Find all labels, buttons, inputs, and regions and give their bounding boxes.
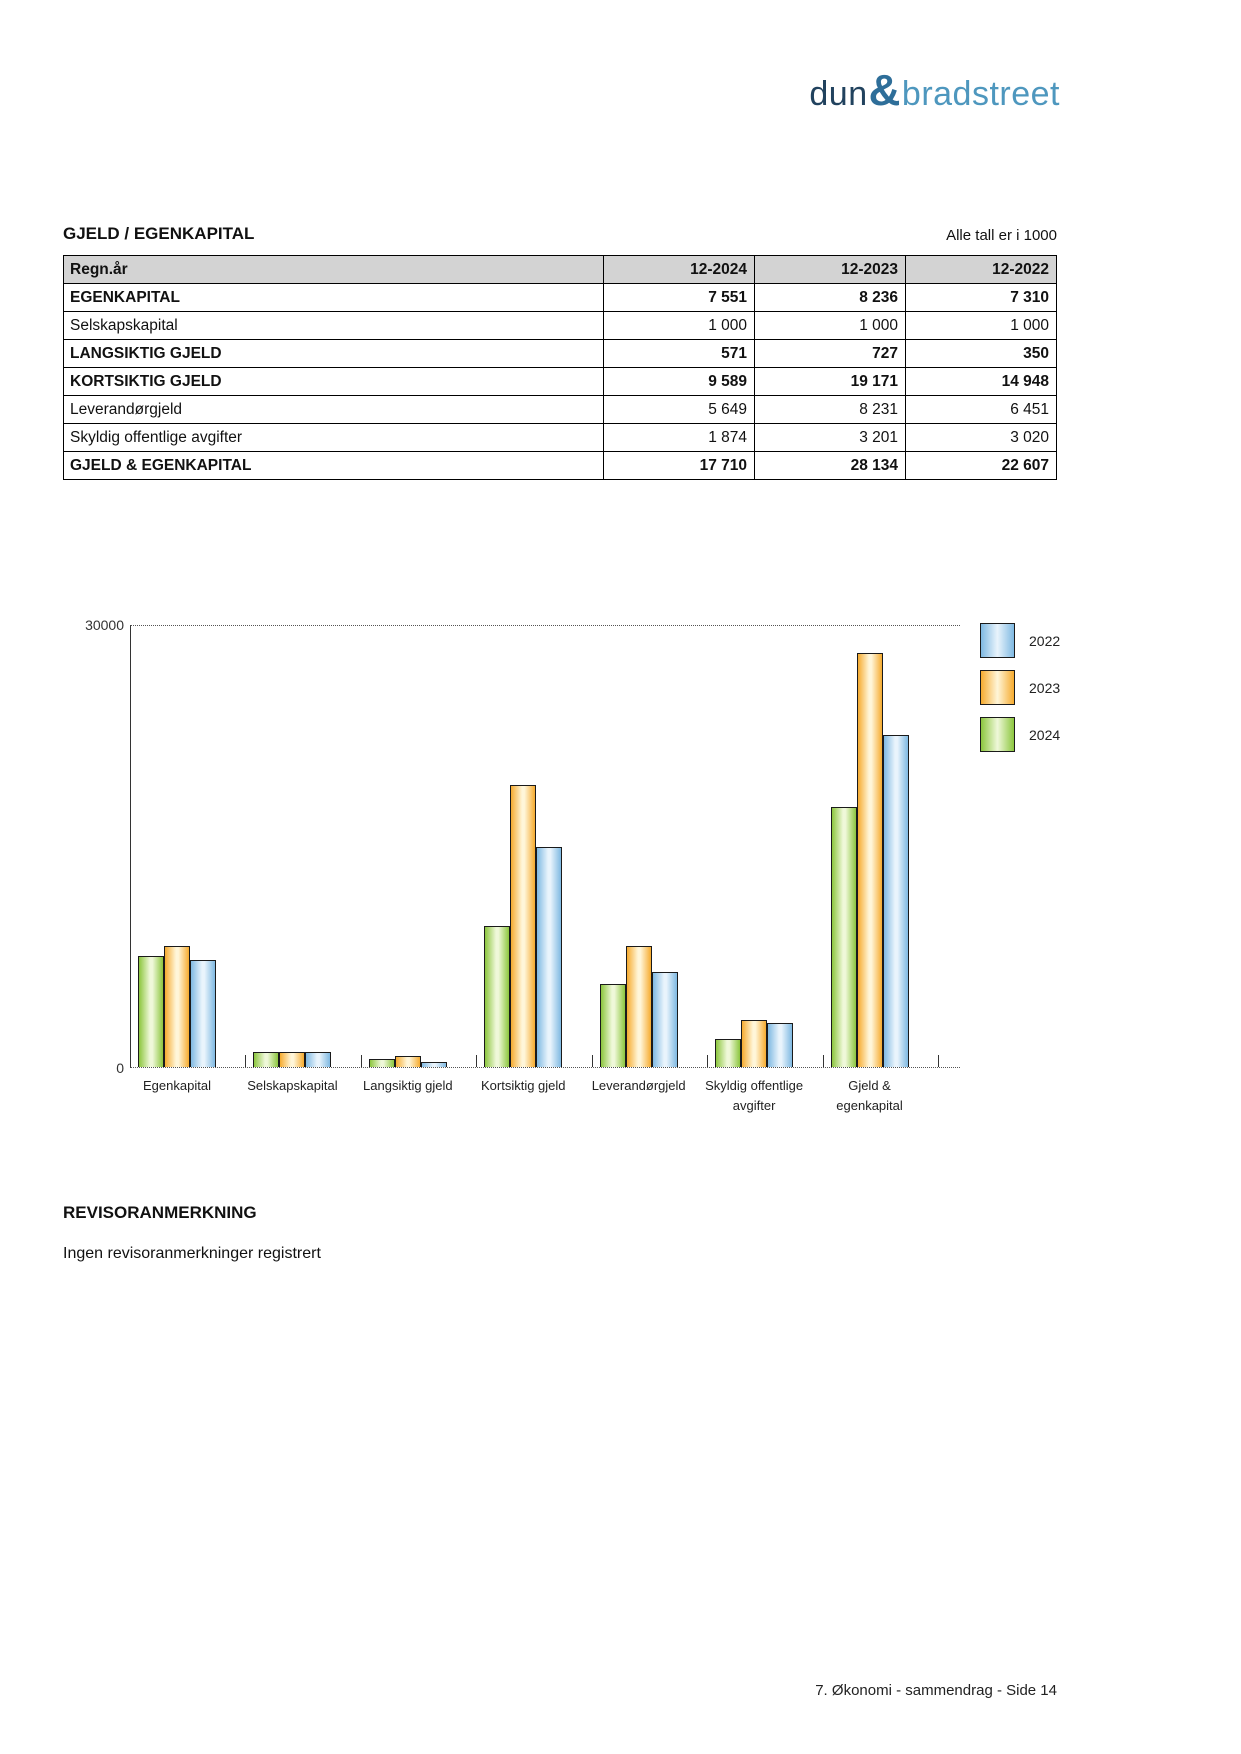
table-row bbox=[64, 340, 1057, 368]
bar-2023 bbox=[164, 946, 190, 1067]
legend-label: 2023 bbox=[1029, 679, 1061, 696]
column-header-2023: 12-2023 bbox=[755, 256, 906, 284]
table-row bbox=[64, 312, 1057, 340]
row-value: 3 020 bbox=[906, 424, 1057, 452]
row-label: Leverandørgjeld bbox=[64, 396, 604, 424]
bar-2022 bbox=[652, 972, 678, 1067]
x-axis-label: Kortsiktig gjeld bbox=[480, 1078, 566, 1093]
row-value: 1 000 bbox=[604, 312, 755, 340]
bar-group-gjeld-egenkapital bbox=[824, 626, 939, 1113]
table-row bbox=[64, 368, 1057, 396]
revisor-heading: REVISORANMERKNING bbox=[63, 1203, 257, 1222]
chart-legend bbox=[980, 623, 1060, 764]
column-header-regnar: Regn.år bbox=[64, 256, 604, 284]
table-header-row bbox=[64, 256, 1057, 284]
bar-group-langsiktig-gjeld bbox=[362, 626, 477, 1093]
bar-2022 bbox=[536, 847, 562, 1067]
row-value: 8 236 bbox=[755, 284, 906, 312]
bar-2024 bbox=[715, 1039, 741, 1067]
row-value: 1 000 bbox=[755, 312, 906, 340]
bar-group-skyldig-offentlige-avgifter bbox=[705, 626, 823, 1113]
logo-bradstreet-text: bradstreet bbox=[901, 75, 1060, 113]
bar-2023 bbox=[741, 1020, 767, 1067]
row-value: 1 000 bbox=[906, 312, 1057, 340]
row-value: 9 589 bbox=[604, 368, 755, 396]
gjeld-egenkapital-table bbox=[63, 255, 1057, 480]
bar-2023 bbox=[626, 946, 652, 1067]
bar-2022 bbox=[883, 735, 909, 1067]
row-value: 727 bbox=[755, 340, 906, 368]
bar-2024 bbox=[484, 926, 510, 1067]
row-value: 22 607 bbox=[906, 452, 1057, 480]
table-row bbox=[64, 396, 1057, 424]
bar-2023 bbox=[857, 653, 883, 1067]
bar-2024 bbox=[253, 1052, 279, 1067]
bar-2024 bbox=[831, 807, 857, 1067]
page-title: GJELD / EGENKAPITAL bbox=[63, 224, 255, 243]
bar-2024 bbox=[138, 956, 164, 1067]
bar-group-leverandorgjeld bbox=[591, 626, 708, 1093]
row-value: 14 948 bbox=[906, 368, 1057, 396]
bar-chart bbox=[85, 617, 960, 1113]
legend-label: 2024 bbox=[1029, 726, 1061, 743]
revisor-text: Ingen revisoranmerkninger registrert bbox=[63, 1245, 321, 1262]
chart-plot bbox=[131, 626, 939, 1113]
legend-swatch-2022 bbox=[980, 623, 1015, 658]
row-value: 7 310 bbox=[906, 284, 1057, 312]
legend-swatch-2024 bbox=[980, 717, 1015, 752]
bar-2022 bbox=[305, 1052, 331, 1067]
bar-2024 bbox=[369, 1059, 395, 1067]
row-value: 8 231 bbox=[755, 396, 906, 424]
logo-dun-text: dun bbox=[809, 75, 868, 113]
x-axis-label: Egenkapital bbox=[143, 1078, 211, 1093]
row-value: 5 649 bbox=[604, 396, 755, 424]
column-header-2022: 12-2022 bbox=[906, 256, 1057, 284]
legend-label: 2022 bbox=[1029, 632, 1061, 649]
row-value: 350 bbox=[906, 340, 1057, 368]
bar-2022 bbox=[190, 960, 216, 1067]
bar-2023 bbox=[510, 785, 536, 1067]
legend-swatch-2023 bbox=[980, 670, 1015, 705]
legend-item-2023 bbox=[980, 670, 1060, 705]
bar-group-egenkapital bbox=[131, 626, 246, 1093]
legend-item-2024 bbox=[980, 717, 1060, 752]
bar-2023 bbox=[279, 1052, 305, 1067]
legend-item-2022 bbox=[980, 623, 1060, 658]
bar-2024 bbox=[600, 984, 626, 1067]
table-row bbox=[64, 424, 1057, 452]
row-value: 7 551 bbox=[604, 284, 755, 312]
row-value: 17 710 bbox=[604, 452, 755, 480]
column-header-2024: 12-2024 bbox=[604, 256, 755, 284]
units-note: Alle tall er i 1000 bbox=[946, 227, 1057, 244]
bar-2023 bbox=[395, 1056, 421, 1067]
x-axis-label: Leverandørgjeld bbox=[591, 1078, 686, 1093]
row-label: Selskapskapital bbox=[64, 312, 604, 340]
bar-group-kortsiktig-gjeld bbox=[477, 626, 592, 1093]
row-label: LANGSIKTIG GJELD bbox=[64, 340, 604, 368]
x-axis-label: Skyldig offentlige avgifter bbox=[705, 1078, 804, 1113]
row-value: 19 171 bbox=[755, 368, 906, 396]
x-axis-label: Langsiktig gjeld bbox=[363, 1078, 453, 1093]
row-value: 28 134 bbox=[755, 452, 906, 480]
table-row bbox=[64, 284, 1057, 312]
y-axis-tick-max: 30000 bbox=[85, 617, 124, 633]
bar-group-selskapskapital bbox=[246, 626, 361, 1093]
bar-2022 bbox=[767, 1023, 793, 1067]
row-label: KORTSIKTIG GJELD bbox=[64, 368, 604, 396]
row-label: EGENKAPITAL bbox=[64, 284, 604, 312]
ampersand-icon: & bbox=[868, 66, 901, 115]
y-axis-tick-zero: 0 bbox=[116, 1060, 124, 1076]
x-axis-label: Gjeld & egenkapital bbox=[836, 1078, 903, 1113]
row-label: Skyldig offentlige avgifter bbox=[64, 424, 604, 452]
row-value: 6 451 bbox=[906, 396, 1057, 424]
dun-bradstreet-logo bbox=[809, 66, 1060, 115]
bar-2022 bbox=[421, 1062, 447, 1067]
row-value: 3 201 bbox=[755, 424, 906, 452]
section-header bbox=[63, 224, 1057, 244]
row-value: 1 874 bbox=[604, 424, 755, 452]
page-footer: 7. Økonomi - sammendrag - Side 14 bbox=[815, 1682, 1057, 1699]
table-row bbox=[64, 452, 1057, 480]
row-label: GJELD & EGENKAPITAL bbox=[64, 452, 604, 480]
x-axis-label: Selskapskapital bbox=[247, 1078, 338, 1093]
row-value: 571 bbox=[604, 340, 755, 368]
revisor-section bbox=[63, 1203, 321, 1263]
